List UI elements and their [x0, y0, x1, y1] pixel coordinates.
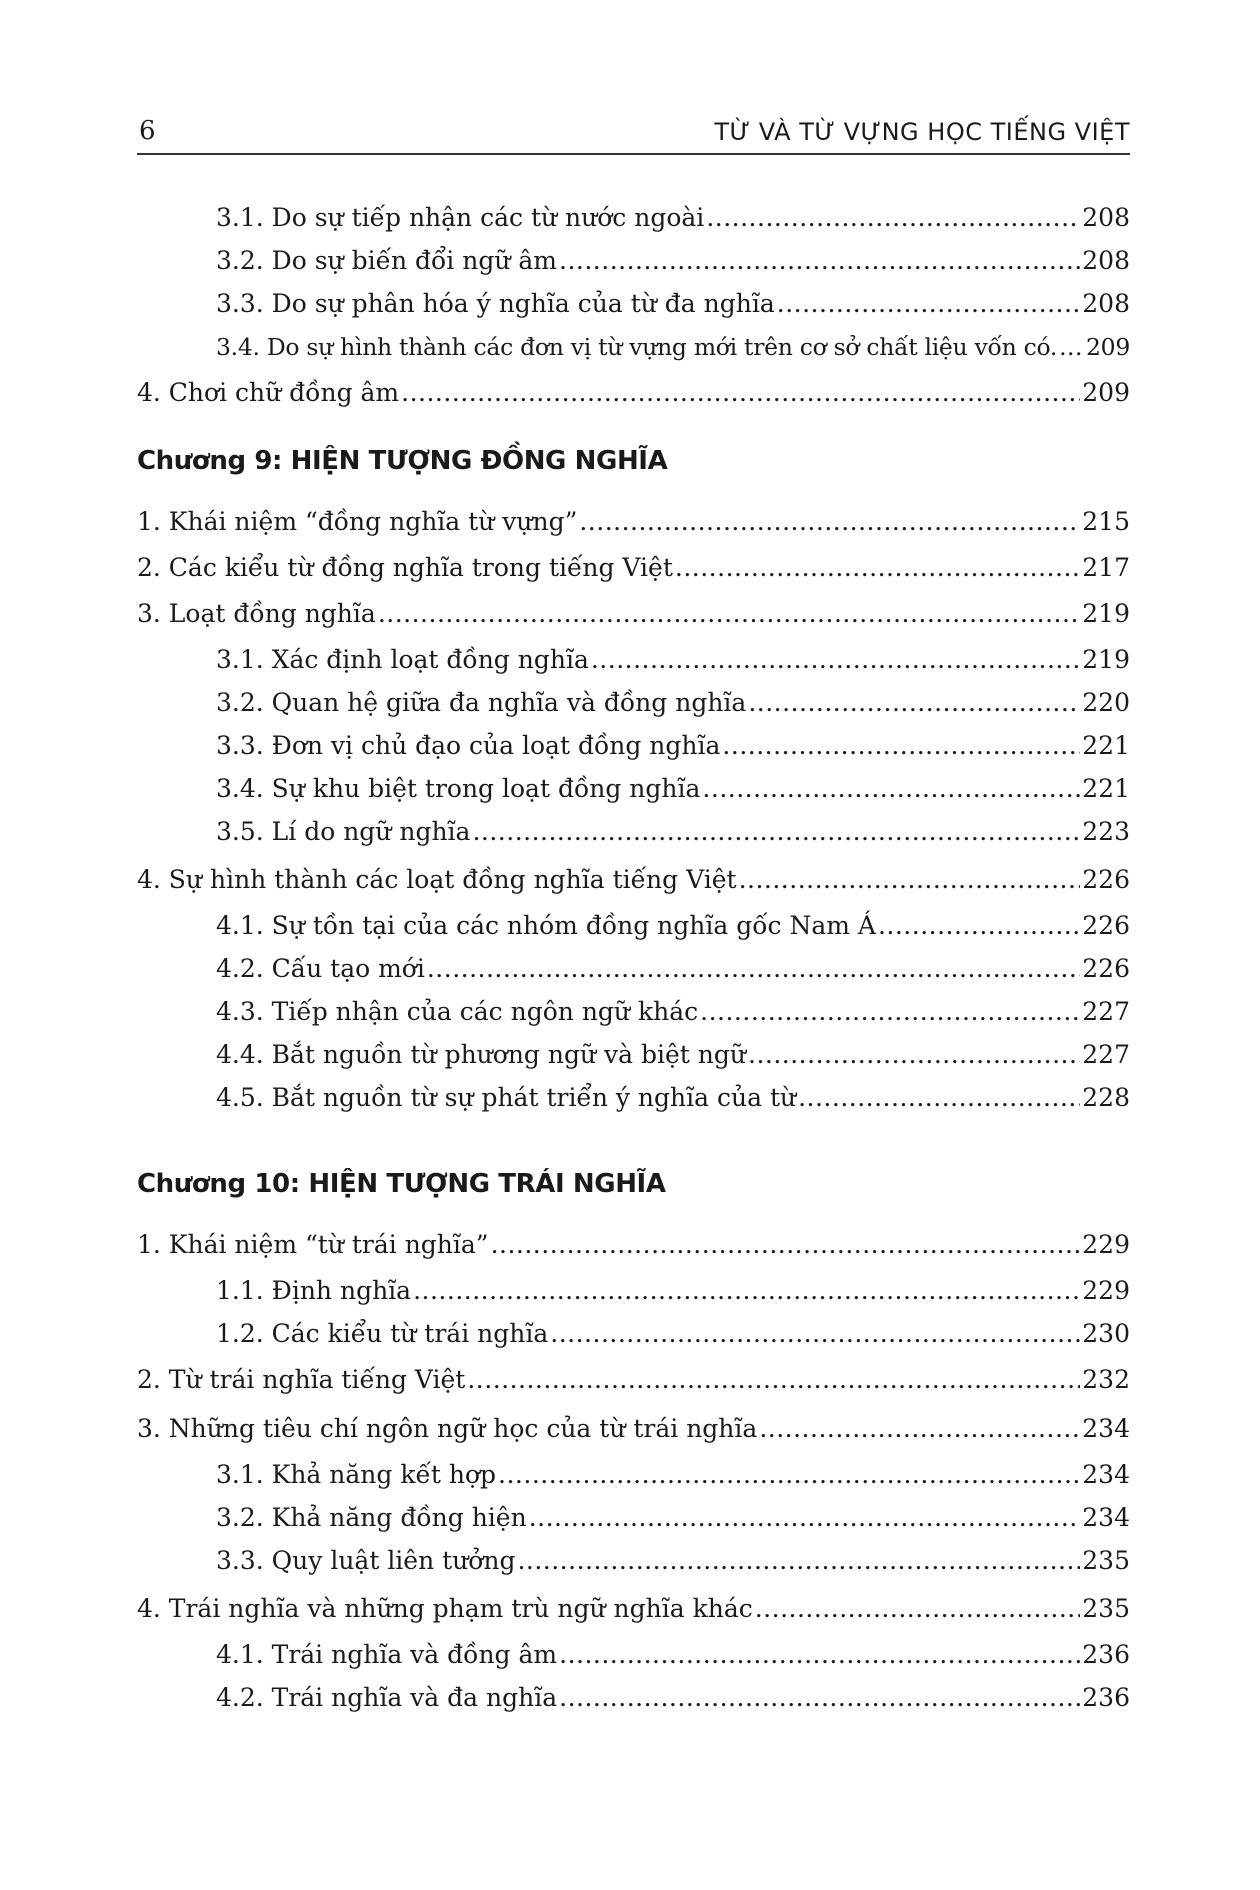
toc-entry-page: 208 [1082, 289, 1130, 318]
toc-entry[interactable] [216, 769, 1130, 809]
dot-leader [591, 640, 1080, 680]
toc-entry-page: 234 [1082, 1503, 1130, 1532]
toc-entry[interactable] [137, 373, 1130, 413]
toc-entry-title: 1.2. Các kiểu từ trái nghĩa [216, 1319, 549, 1348]
toc-entry-title: 3.1. Do sự tiếp nhận các từ nước ngoài [216, 203, 705, 232]
toc-entry-title: 4.2. Cấu tạo mới [216, 954, 425, 983]
dot-leader [491, 1225, 1081, 1265]
toc-entry[interactable] [216, 812, 1130, 852]
dot-leader [559, 241, 1080, 281]
toc-entry-page: 223 [1082, 817, 1130, 846]
toc-entry-title: 4.1. Trái nghĩa và đồng âm [216, 1640, 558, 1669]
dot-leader [702, 769, 1080, 809]
toc-entry[interactable] [216, 1455, 1130, 1495]
toc-entry-page: 227 [1082, 997, 1130, 1026]
toc-entry[interactable] [137, 1225, 1130, 1265]
toc-entry-title: 3.3. Quy luật liên tưởng [216, 1546, 516, 1575]
toc-entry[interactable] [137, 860, 1130, 900]
dot-leader [1059, 327, 1084, 367]
toc-entry-page: 221 [1082, 774, 1130, 803]
dot-leader [413, 1271, 1080, 1311]
toc-entry-page: 226 [1082, 911, 1130, 940]
dot-leader [378, 594, 1080, 634]
toc-entry-page: 226 [1082, 865, 1130, 894]
toc-entry-title: 4.2. Trái nghĩa và đa nghĩa [216, 1683, 558, 1712]
toc-entry-title: 4.4. Bắt nguồn từ phương ngữ và biệt ngữ [216, 1040, 746, 1069]
toc-entry-page: 219 [1082, 599, 1130, 628]
dot-leader [748, 683, 1080, 723]
toc-entry-page: 230 [1082, 1319, 1130, 1348]
toc-entry[interactable] [216, 327, 1130, 367]
toc-entry-title: 3.3. Đơn vị chủ đạo của loạt đồng nghĩa [216, 731, 721, 760]
toc-entry-title: 3.5. Lí do ngữ nghĩa [216, 817, 471, 846]
toc-entry-page: 228 [1082, 1083, 1130, 1112]
toc-entry-page: 217 [1082, 553, 1130, 582]
toc-entry-page: 227 [1082, 1040, 1130, 1069]
toc-entry-title: 3.2. Quan hệ giữa đa nghĩa và đồng nghĩa [216, 688, 747, 717]
dot-leader [467, 1360, 1080, 1400]
toc-entry-page: 209 [1082, 378, 1130, 407]
toc-entry-title: 1. Khái niệm “đồng nghĩa từ vựng” [137, 507, 578, 536]
dot-leader [559, 1635, 1080, 1675]
toc-entry-title: 4.3. Tiếp nhận của các ngôn ngữ khác [216, 997, 699, 1026]
toc-entry-title: 3.1. Xác định loạt đồng nghĩa [216, 645, 589, 674]
toc-entry-title: 3.2. Do sự biến đổi ngữ âm [216, 246, 558, 275]
toc-entry[interactable] [216, 1541, 1130, 1581]
dot-leader [777, 284, 1081, 324]
toc-entry-page: 208 [1082, 246, 1130, 275]
toc-entry[interactable] [216, 683, 1130, 723]
toc-entry-title: 3.1. Khả năng kết hợp [216, 1460, 497, 1489]
dot-leader [550, 1314, 1080, 1354]
toc-entry[interactable] [216, 949, 1130, 989]
toc-entry-page: 232 [1082, 1365, 1130, 1394]
toc-entry[interactable] [137, 548, 1130, 588]
toc-entry-title: 2. Từ trái nghĩa tiếng Việt [137, 1365, 466, 1394]
dot-leader [739, 860, 1081, 900]
dot-leader [675, 548, 1080, 588]
toc-entry[interactable] [216, 1678, 1130, 1718]
toc-entry[interactable] [137, 1409, 1130, 1449]
toc-entry[interactable] [216, 1314, 1130, 1354]
toc-entry[interactable] [216, 198, 1130, 238]
toc-entry[interactable] [216, 1078, 1130, 1118]
toc-entry-title: 3.3. Do sự phân hóa ý nghĩa của từ đa nghĩa [216, 289, 775, 318]
toc-entry-page: 208 [1082, 203, 1130, 232]
dot-leader [706, 198, 1080, 238]
toc-entry-title: 4. Trái nghĩa và những phạm trù ngữ nghĩa khác [137, 1594, 753, 1623]
toc-entry-page: 236 [1082, 1683, 1130, 1712]
toc-entry-page: 229 [1082, 1276, 1130, 1305]
toc-entry[interactable] [216, 1498, 1130, 1538]
dot-leader [472, 812, 1080, 852]
page-number: 6 [139, 116, 156, 146]
dot-leader [579, 502, 1080, 542]
dot-leader [748, 1035, 1080, 1075]
toc-entry-page: 235 [1082, 1594, 1130, 1623]
toc-entry[interactable] [137, 1360, 1130, 1400]
toc-entry-page: 234 [1082, 1414, 1130, 1443]
toc-entry[interactable] [137, 1589, 1130, 1629]
chapter-heading[interactable]: Chương 9: HIỆN TƯỢNG ĐỒNG NGHĨA [137, 446, 668, 476]
toc-entry-title: 4.1. Sự tồn tại của các nhóm đồng nghĩa gốc Nam Á [216, 911, 876, 940]
toc-entry-title: 3. Loạt đồng nghĩa [137, 599, 376, 628]
toc-entry[interactable] [216, 1035, 1130, 1075]
dot-leader [529, 1498, 1081, 1538]
dot-leader [427, 949, 1080, 989]
dot-leader [498, 1455, 1080, 1495]
toc-entry-page: 219 [1082, 645, 1130, 674]
page-header [137, 112, 1130, 152]
toc-entry[interactable] [216, 241, 1130, 281]
toc-entry-title: 1. Khái niệm “từ trái nghĩa” [137, 1230, 489, 1259]
toc-entry-page: 234 [1082, 1460, 1130, 1489]
dot-leader [722, 726, 1080, 766]
toc-entry[interactable] [137, 502, 1130, 542]
toc-entry-title: 4. Chơi chữ đồng âm [137, 378, 400, 407]
toc-entry[interactable] [216, 1271, 1130, 1311]
toc-entry[interactable] [216, 906, 1130, 946]
dot-leader [559, 1678, 1080, 1718]
toc-entry-page: 215 [1082, 507, 1130, 536]
dot-leader [700, 992, 1080, 1032]
toc-entry-title: 4.5. Bắt nguồn từ sự phát triển ý nghĩa của từ [216, 1083, 797, 1112]
running-title: TỪ VÀ TỪ VỰNG HỌC TIẾNG VIỆT [714, 118, 1130, 146]
dot-leader [401, 373, 1080, 413]
toc-entry-title: 3.2. Khả năng đồng hiện [216, 1503, 527, 1532]
dot-leader [755, 1589, 1081, 1629]
toc-entry-title: 3. Những tiêu chí ngôn ngữ học của từ trái nghĩa [137, 1414, 758, 1443]
header-rule [137, 153, 1130, 155]
toc-entry-page: 209 [1086, 333, 1130, 361]
toc-entry-title: 3.4. Do sự hình thành các đơn vị từ vựng mới trên cơ sở chất liệu vốn có. [216, 333, 1058, 361]
toc-entry-page: 235 [1082, 1546, 1130, 1575]
toc-entry[interactable] [216, 726, 1130, 766]
toc-entry-page: 220 [1082, 688, 1130, 717]
toc-entry-title: 4. Sự hình thành các loạt đồng nghĩa tiếng Việt [137, 865, 737, 894]
toc-entry-title: 3.4. Sự khu biệt trong loạt đồng nghĩa [216, 774, 701, 803]
toc-entry-page: 221 [1082, 731, 1130, 760]
toc-entry[interactable] [216, 992, 1130, 1032]
toc-entry-page: 229 [1082, 1230, 1130, 1259]
dot-leader [759, 1409, 1080, 1449]
toc-entry[interactable] [216, 284, 1130, 324]
toc-entry[interactable] [216, 1635, 1130, 1675]
toc-entry-title: 2. Các kiểu từ đồng nghĩa trong tiếng Việt [137, 553, 673, 582]
toc-entry[interactable] [216, 640, 1130, 680]
chapter-heading[interactable]: Chương 10: HIỆN TƯỢNG TRÁI NGHĨA [137, 1169, 666, 1199]
dot-leader [878, 906, 1080, 946]
toc-entry-page: 236 [1082, 1640, 1130, 1669]
toc-entry-page: 226 [1082, 954, 1130, 983]
dot-leader [517, 1541, 1080, 1581]
toc-entry-title: 1.1. Định nghĩa [216, 1276, 412, 1305]
toc-entry[interactable] [137, 594, 1130, 634]
dot-leader [798, 1078, 1080, 1118]
